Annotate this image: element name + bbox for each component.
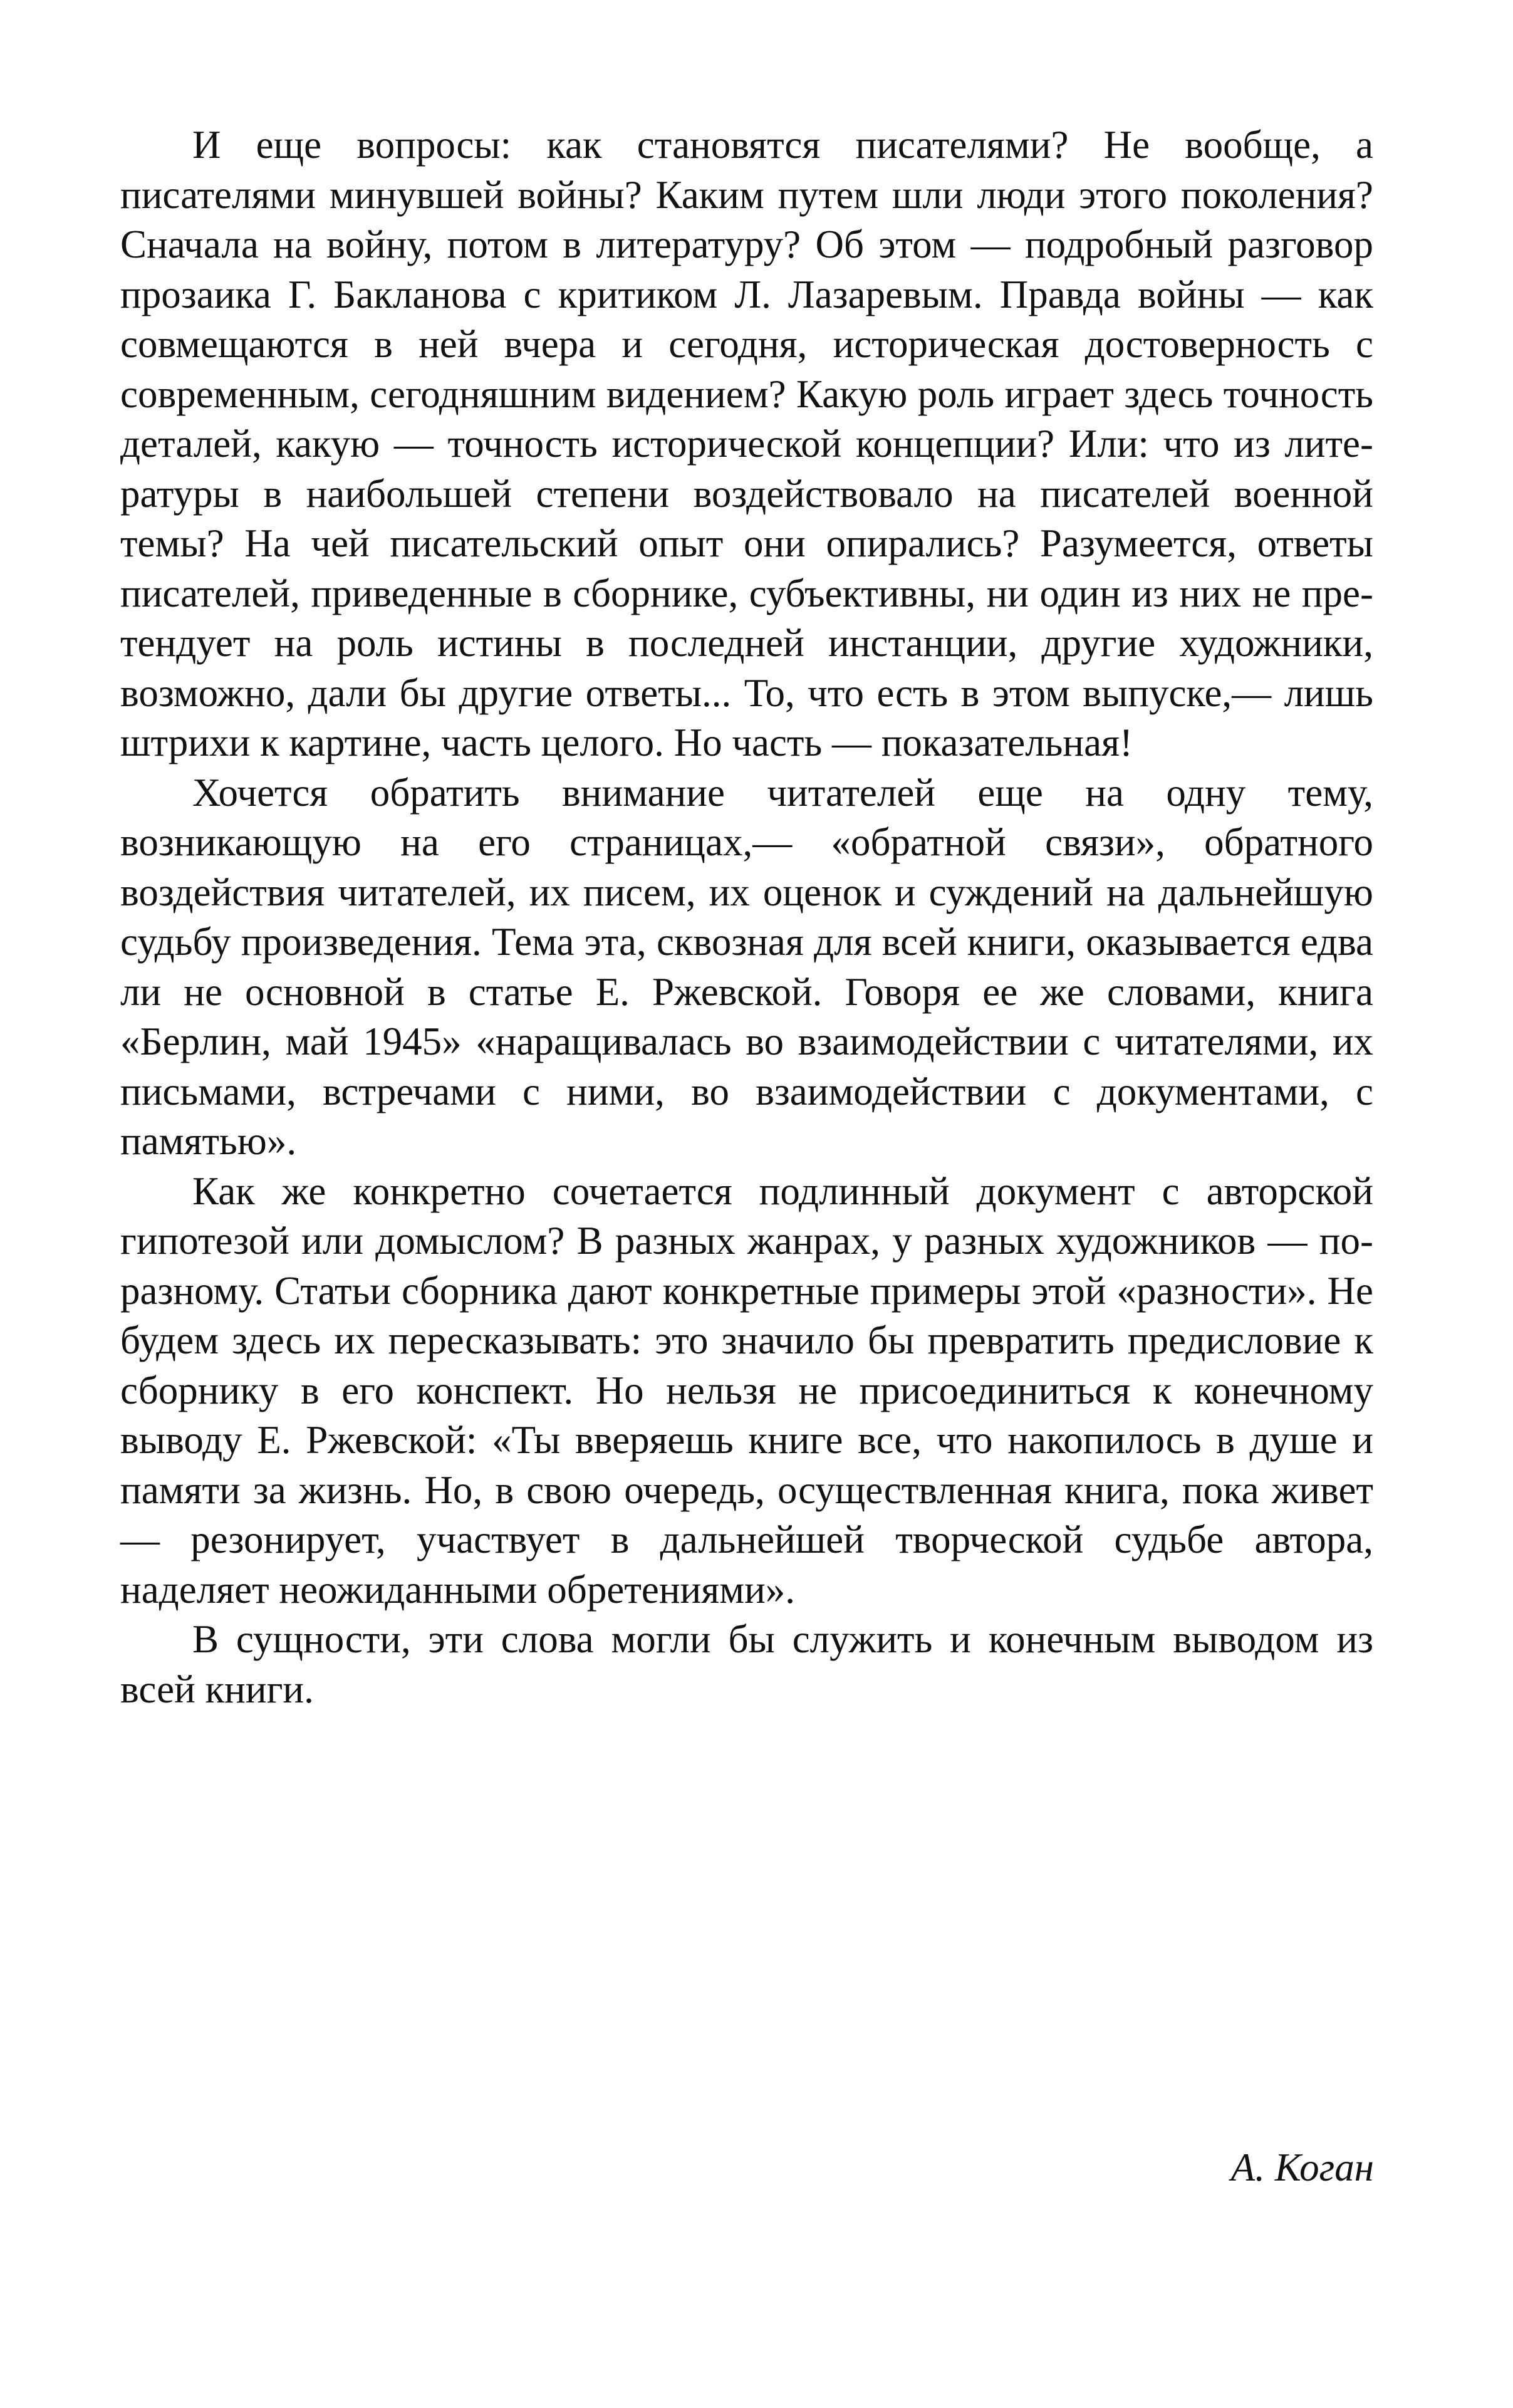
paragraph-2: Хочется обратить внимание читателей еще на одну тему, возникающую на его страницах,— «обратной связи», обратного воздействия читателей, их писем, их оценок и суждений на дальнейшую судьбу произведения. Тема эта, сквозная для всей книги, оказывается едва ли не основной в статье Е. Ржевской. Говоря ее же словами, книга «Берлин, май 1945» «наращивалась во взаимодействии с читателями, их письмами, встречами с ними, во взаимодействии с документами, с памятью».: [120, 770, 1373, 1163]
paragraph-3: Как же конкретно сочетается подлинный документ с авторской гипотезой или домыслом? В разных жанрах, у разных художников — по-разному. Статьи сборника дают конкретные примеры этой «разности». Не будем здесь их пересказывать: это значило бы превратить предисловие к сборнику в его конспект. Но нельзя не присоединиться к конечному выводу Е. Ржевской: «Ты вверяешь книге все, что накопилось в душе и памяти за жизнь. Но, в свою очередь, осуществленная книга, пока живет — резонирует, участвует в дальнейшей творческой судьбе автора, наделяет неожиданными обретениями».: [120, 1169, 1373, 1612]
paragraph-1: И еще вопросы: как становятся писателями? Не вообще, а писателями минувшей войны? Каким путем шли люди этого поколения? Сначала на войну, потом в литературу? Об этом — подробный разговор прозаика Г. Бакланова с критиком Л. Лазаревым. Правда войны — как совмещаются в ней вчера и сегодня, историческая достоверность с современным, сегодняшним видением? Какую роль играет здесь точность деталей, какую — точность исторической концепции? Или: что из литературы в наибольшей степени воздействовало на писателей военной темы? На чей писательский опыт они опирались? Разумеется, ответы писателей, приведенные в сборнике, субъективны, ни один из них не претендует на роль истины в последней инстанции, другие художники, возможно, дали бы другие ответы... То, что есть в этом выпуске,— лишь штрихи к картине, часть целого. Но часть — показательная!: [120, 123, 1373, 764]
body-text: [120, 120, 1373, 1714]
paragraph-4: В сущности, эти слова могли бы служить и конечным выводом из всей книги.: [120, 1617, 1373, 1711]
author-signature: А. Коган: [1230, 2145, 1374, 2189]
